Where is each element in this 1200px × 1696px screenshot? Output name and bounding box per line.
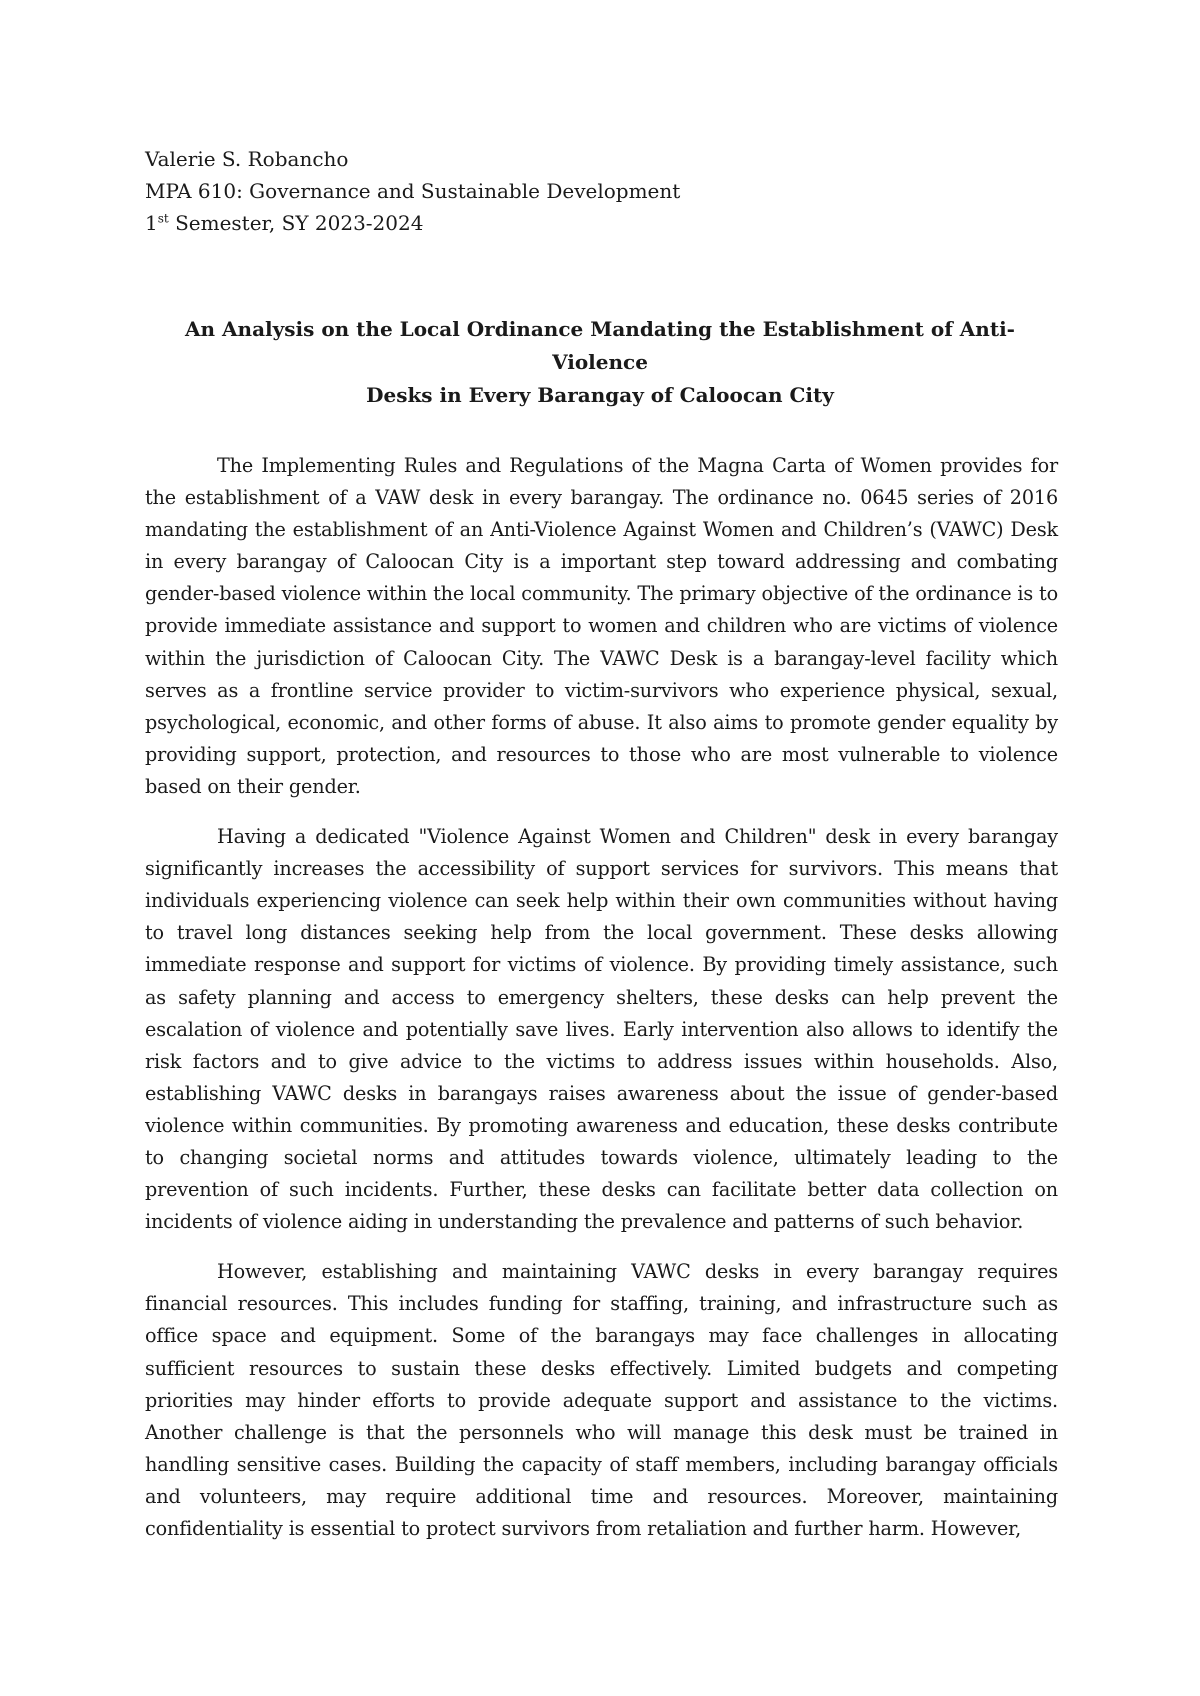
- paragraph-3: However, establishing and maintaining VAWC desks in every barangay requires financial resources. This includes funding for staffing, training, and infrastructure such as office space and equipment. Some of the barangays may face challenges in allocating sufficient resources to sustain these desks effectively. Limited budgets and competing priorities may hinder efforts to provide adequate support and assistance to the victims. Another challenge is that the personnels who will manage this desk must be trained in handling sensitive cases. Building the capacity of staff members, including barangay officials and volunteers, may require additional time and resources. Moreover, maintaining confidentiality is essential to protect survivors from retaliation and further harm. However,: [145, 1260, 1058, 1540]
- title-line-1: An Analysis on the Local Ordinance Mandating the Establishment of Anti-Violence: [185, 317, 1015, 374]
- semester-ordinal: 1: [145, 211, 158, 235]
- document-title: [145, 313, 1055, 412]
- title-line-2: Desks in Every Barangay of Caloocan City: [366, 383, 834, 407]
- document-header: [145, 143, 680, 239]
- paragraph-1: The Implementing Rules and Regulations of the Magna Carta of Women provides for the establishment of a VAW desk in every barangay. The ordinance no. 0645 series of 2016 mandating the establishment of an Anti-Violence Against Women and Children’s (VAWC) Desk in every barangay of Caloocan City is a important step toward addressing and combating gender-based violence within the local community. The primary objective of the ordinance is to provide immediate assistance and support to women and children who are victims of violence within the jurisdiction of Caloocan City. The VAWC Desk is a barangay-level facility which serves as a frontline service provider to victim-survivors who experience physical, sexual, psychological, economic, and other forms of abuse. It also aims to promote gender equality by providing support, protection, and resources to those who are most vulnerable to violence based on their gender.: [145, 454, 1058, 798]
- document-body: [145, 450, 1058, 1563]
- semester-text: Semester, SY 2023-2024: [168, 211, 424, 235]
- semester-line: [145, 207, 680, 239]
- author-name: Valerie S. Robancho: [145, 147, 349, 171]
- paragraph-2: Having a dedicated "Violence Against Women and Children" desk in every barangay significantly increases the accessibility of support services for survivors. This means that individuals experiencing violence can seek help within their own communities without having to travel long distances seeking help from the local government. These desks allowing immediate response and support for victims of violence. By providing timely assistance, such as safety planning and access to emergency shelters, these desks can help prevent the escalation of violence and potentially save lives. Early intervention also allows to identify the risk factors and to give advice to the victims to address issues within households. Also, establishing VAWC desks in barangays raises awareness about the issue of gender-based violence within communities. By promoting awareness and education, these desks contribute to changing societal norms and attitudes towards violence, ultimately leading to the prevention of such incidents. Further, these desks can facilitate better data collection on incidents of violence aiding in understanding the prevalence and patterns of such behavior.: [145, 825, 1058, 1234]
- course-name: MPA 610: Governance and Sustainable Development: [145, 179, 681, 203]
- semester-ordinal-suffix: st: [157, 211, 169, 226]
